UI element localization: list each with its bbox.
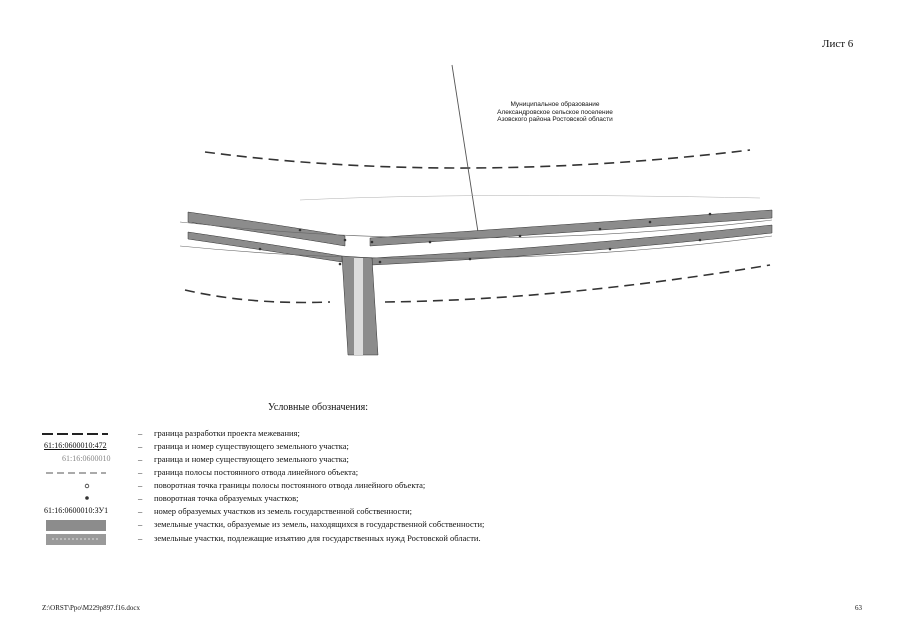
new-parcel-number-symbol: 61:16:0600010:ЗУ1 xyxy=(44,506,109,515)
legend-description: земельные участки, образуемые из земель, находящихся в государственной собственности; xyxy=(154,519,485,529)
legend-title: Условные обозначения: xyxy=(268,402,369,413)
legend-description: номер образуемых участков из земель государственной собственности; xyxy=(154,506,412,516)
legend-dash: – xyxy=(138,441,143,451)
legend-description: граница и номер существующего земельного участка; xyxy=(154,441,349,451)
legend-description: поворотная точка границы полосы постоянного отвода линейного объекта; xyxy=(154,480,426,490)
project-boundary-top xyxy=(205,150,750,168)
allotment-boundary-symbol xyxy=(40,467,110,480)
road-band-upper-right xyxy=(370,210,772,246)
state-land-swatch xyxy=(40,519,110,532)
legend-row-allotment-boundary xyxy=(40,467,600,480)
legend-row-state-land xyxy=(40,519,600,532)
legend-description: граница разработки проекта межевания; xyxy=(154,428,300,438)
legend-dash: – xyxy=(138,454,143,464)
legend-row-project-boundary xyxy=(40,428,600,441)
legend-dash: – xyxy=(138,519,143,529)
legend-description: граница и номер существующего земельного участка; xyxy=(154,454,349,464)
legend-description: земельные участки, подлежащие изъятию для государственных нужд Ростовской области. xyxy=(154,533,481,543)
sheet-label: Лист 6 xyxy=(822,38,854,50)
road-branch-center xyxy=(354,258,363,355)
new-parcel-point-symbol xyxy=(40,493,110,506)
parcel-number-light-symbol: 61:16:0600010 xyxy=(62,454,111,463)
legend-description: граница полосы постоянного отвода линейного объекта; xyxy=(154,467,359,477)
dashed-boundary-symbol xyxy=(40,428,110,441)
legend-row-allotment-point xyxy=(40,480,600,493)
legend-row-existing-parcel-light xyxy=(40,454,600,467)
legend-dash: – xyxy=(138,480,143,490)
legend-dash: – xyxy=(138,493,143,503)
municipality-line-2: Александровское сельское поселение xyxy=(497,108,613,116)
legend-row-seized-land xyxy=(40,533,600,546)
boundary-line-north xyxy=(452,65,478,232)
road-line-3 xyxy=(300,195,760,200)
legend-row-new-parcel-number xyxy=(40,506,600,519)
legend-dash: – xyxy=(138,428,143,438)
parcel-number-symbol: 61:16:0600010:472 xyxy=(44,441,107,450)
municipality-line-3: Азовского района Ростовской области xyxy=(497,116,613,123)
legend-row-new-parcel-point xyxy=(40,493,600,506)
legend-row-existing-parcel xyxy=(40,441,600,454)
allotment-point-symbol xyxy=(40,480,110,493)
seized-land-swatch xyxy=(40,533,110,546)
legend-dash: – xyxy=(138,467,143,477)
legend-dash: – xyxy=(138,506,143,516)
footer-file-path: Z:\ORST\Ppo\M229p897.f16.docx xyxy=(42,604,141,612)
project-boundary-bottom xyxy=(185,290,330,303)
project-boundary-bottom-right xyxy=(385,265,770,302)
municipality-line-1: Муниципальное образование xyxy=(510,101,600,108)
legend-dash: – xyxy=(138,533,143,543)
legend-description: поворотная точка образуемых участков; xyxy=(154,493,299,503)
footer-page-number: 63 xyxy=(855,604,862,612)
